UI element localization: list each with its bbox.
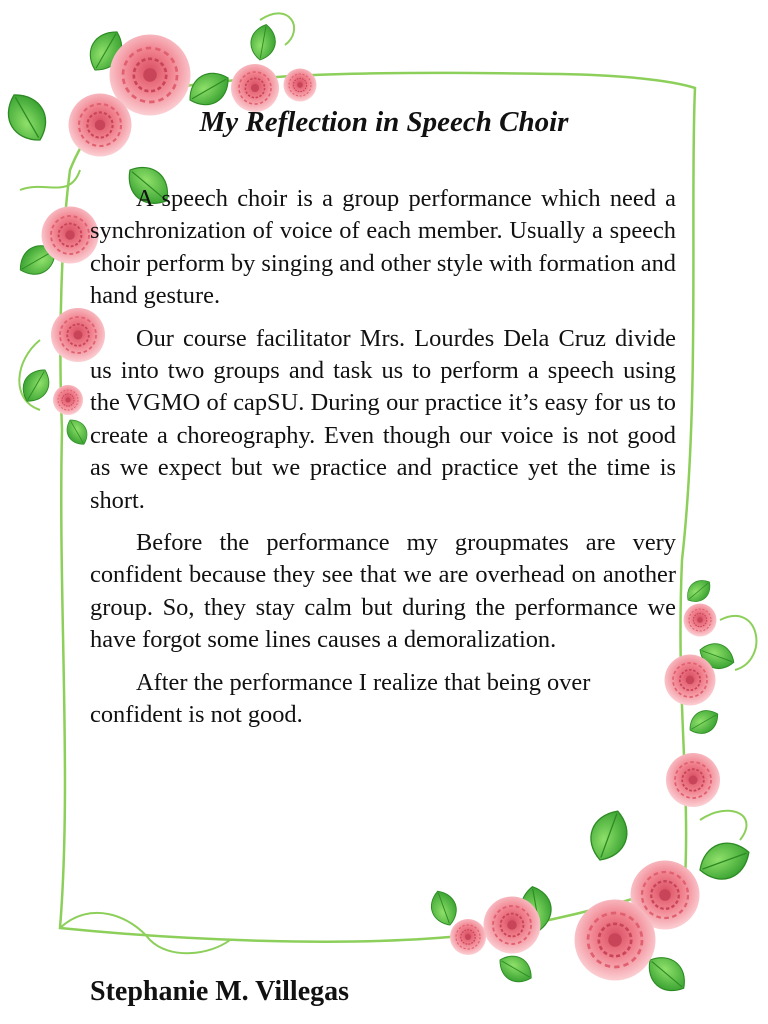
bottom-right-flowers xyxy=(426,805,755,1000)
reflection-body xyxy=(90,183,676,742)
paragraph-intro: A speech choir is a group performance which need a synchronization of voice of each member. Usually a speech choir perform by singing and other style with formation and hand gesture. xyxy=(90,185,676,310)
page-title: My Reflection in Speech Choir xyxy=(199,106,569,138)
paragraph-facilitator: Our course facilitator Mrs. Lourdes Dela Cruz divide us into two groups and task us to perform a speech using the VGMO of capSU. During our practice it’s easy for us to create a choreography. Even though our voice is not good as we expect but we practice and practice yet the time is short. xyxy=(90,324,676,514)
author-signature: Stephanie M. Villegas xyxy=(90,976,350,1007)
paragraph-conclusion: After the performance I realize that being over confident is not good. xyxy=(90,668,591,729)
paragraph-performance: Before the performance my groupmates are very confident because they see that we are overhead on another group. So, they stay calm but during the performance we have forgot some lines causes a demoralization. xyxy=(90,529,676,654)
